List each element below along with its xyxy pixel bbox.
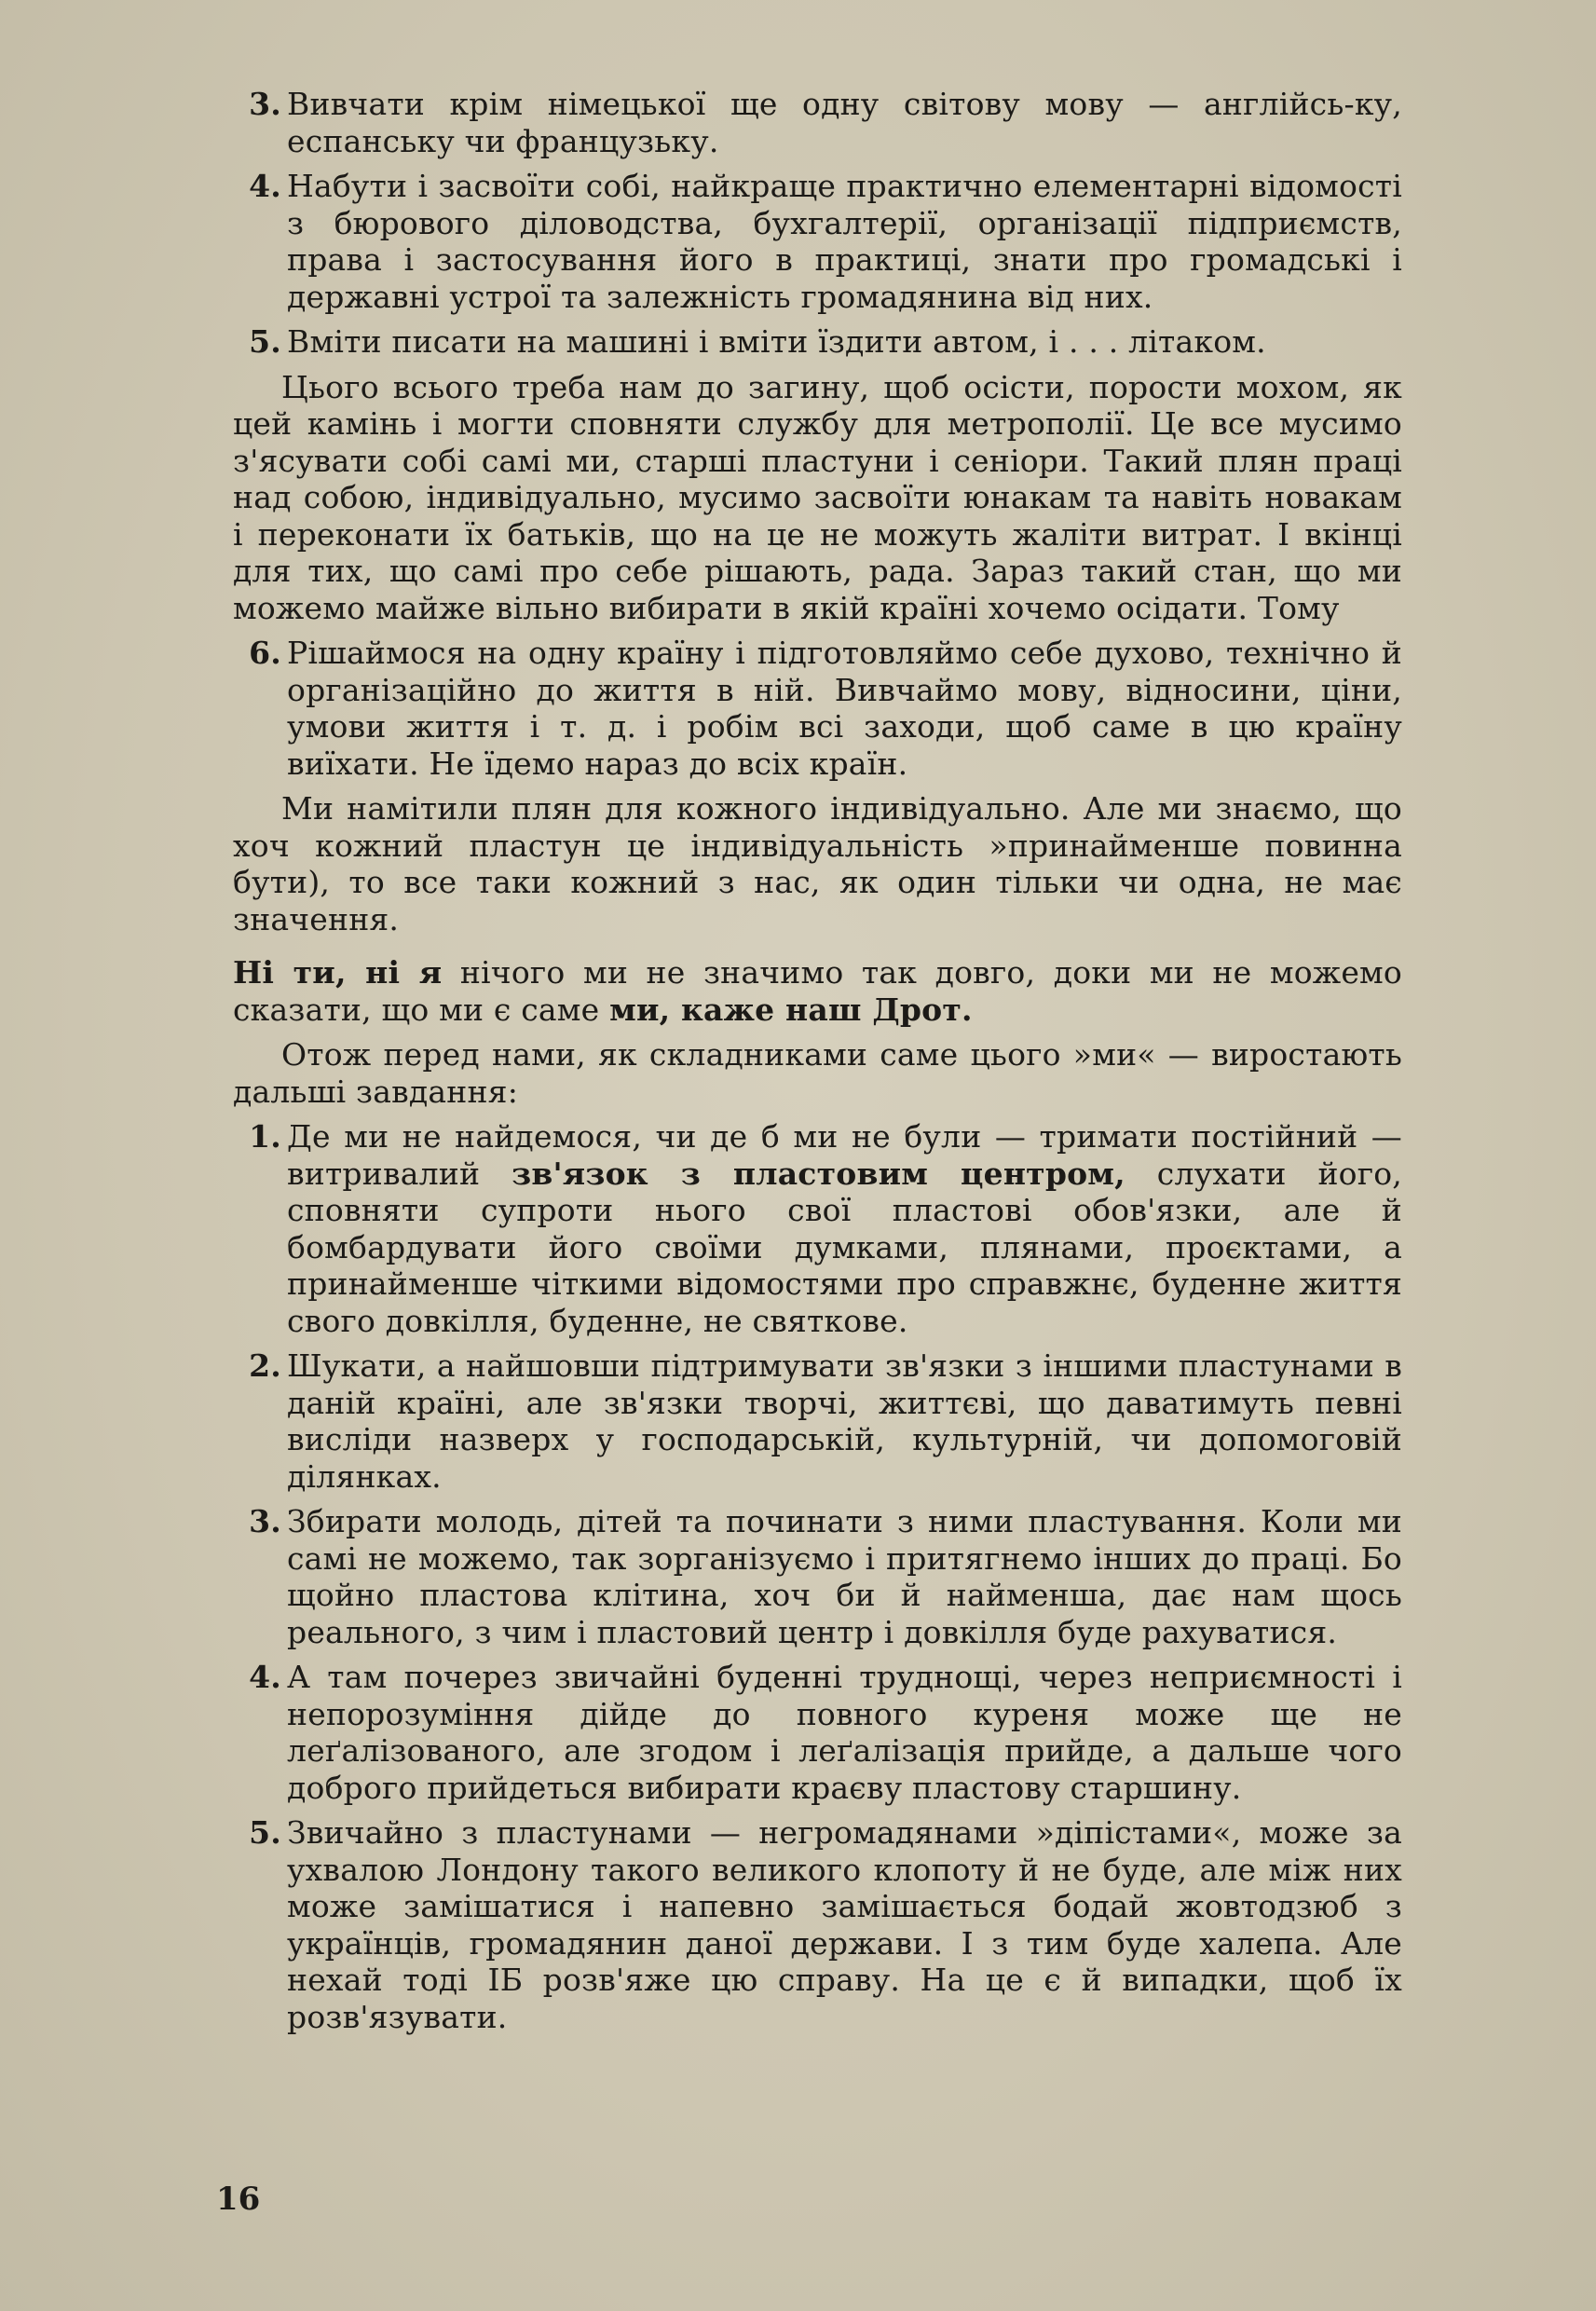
list-number: 1.: [249, 1118, 281, 1155]
body-text: Збирати молодь, дітей та починати з ними пластування. Коли ми самі не можемо, так зорганізуємо і притягнемо інших до праці. Бо щойно пластова клітина, хоч би й найменша, дає нам щось реального, з чим і пластовий центр і довкілля буде рахуватися.: [287, 1503, 1402, 1650]
list-number: 4.: [249, 168, 281, 204]
list-text: Рішаймося на одну країну і підготовляймо себе духово, технічно й організаційно до життя в ній. Вивчаймо мову, відносини, ціни, умови життя і т. д. і робім всі заходи, щоб саме в цю країну виїхати. Не їдемо нараз до всіх країн.: [287, 635, 1402, 782]
page-number: 16: [216, 2181, 261, 2218]
skills-list: [233, 86, 1402, 361]
list-item: [233, 1659, 1402, 1806]
list-text: [287, 1659, 1402, 1806]
body-text: слухати його, сповняти супроти нього свої пластові обов'язки, але й бомбардувати його своїми думками, плянами, проєктами, а принайменше чіткими відомостями про справжнє, буденне життя свого довкілля, буденне, не святкове.: [287, 1155, 1402, 1339]
list-text: [287, 1503, 1402, 1650]
list-number: 5.: [249, 323, 281, 360]
list-text: Вміти писати на машині і вміти їздити автом, і . . . літаком.: [287, 323, 1266, 360]
list-item: [233, 86, 1402, 159]
list-number: 3.: [249, 1503, 281, 1539]
list-item: [233, 323, 1402, 361]
list-text: Вивчати крім німецької ще одну світову мову — англійсь-ку, еспанську чи французьку.: [287, 86, 1402, 159]
list-number: 3.: [249, 86, 281, 122]
list-item: [233, 1814, 1402, 2035]
list-text: [287, 1814, 1402, 2035]
list-item-6: [233, 635, 1402, 782]
list-text: [287, 1118, 1402, 1339]
list-number: 5.: [249, 1814, 281, 1851]
paragraph-4: Отож перед нами, як складниками саме цього »ми« — виростають дальші завдання:: [233, 1036, 1402, 1110]
body-text: Шукати, а найшовши підтримувати зв'язки з іншими пластунами в даній країні, але зв'язки творчі, життєві, що даватимуть певні висліди назверх у господарській, культурній, чи допомоговій ділянках.: [287, 1347, 1402, 1495]
page-body: [233, 86, 1402, 2044]
emphasis-text: зв'язок з пластовим центром,: [512, 1155, 1125, 1192]
list-number: 6.: [249, 635, 281, 671]
list-item: [233, 168, 1402, 315]
list-number: 2.: [249, 1347, 281, 1384]
paragraph-1: Цього всього треба нам до загину, щоб осісти, порости мохом, як цей камінь і могти сповняти службу для метрополії. Це все мусимо з'ясувати собі самі ми, старші пластуни і сеніори. Такий плян праці над собою, індивідуально, мусимо засвоїти юнакам та навіть новакам і переконати їх батьків, що на це не можуть жаліти витрат. І вкінці для тих, що самі про себе рішають, рада. Зараз такий стан, що ми можемо майже вільно вибирати в якій країні хочемо осідати. Тому: [233, 368, 1402, 626]
body-text: нічого ми не значимо так довго, доки ми не можемо сказати, що ми є саме: [233, 954, 1402, 1028]
tasks-list: [233, 1118, 1402, 2035]
paragraph-2: Ми намітили плян для кожного індивідуально. Але ми знаємо, що хоч кожний пластун це індивідуальність »принайменше повинна бути), то все таки кожний з нас, як один тільки чи одна, не має значення.: [233, 790, 1402, 937]
emphasis-text: Ні ти, ні я: [233, 954, 443, 991]
list-item: [233, 1503, 1402, 1650]
list-text: Набути і засвоїти собі, найкраще практично елементарні відомості з бюрового діловодства, бухгалтерії, організації підприємств, права і застосування його в практиці, знати про громадські і державні устрої та залежність громадянина від них.: [287, 168, 1402, 315]
list-number: 4.: [249, 1659, 281, 1695]
list-text: [287, 1347, 1402, 1495]
list-item: [233, 1347, 1402, 1495]
emphasis-text: ми, каже наш Дрот.: [609, 991, 973, 1028]
body-text: Де ми не найдемося, чи де б ми не були — тримати постійний — витривалий: [287, 1118, 1402, 1192]
list-item: [233, 1118, 1402, 1339]
body-text: А там почерез звичайні буденні труднощі, через неприємності і непорозуміння дійде до повного куреня може ще не леґалізованого, але згодом і леґалізація прийде, а дальше чого доброго прийдеться вибирати краєву пластову старшину.: [287, 1659, 1402, 1806]
body-text: Звичайно з пластунами — негромадянами »діпістами«, може за ухвалою Лондону такого великого клопоту й не буде, але між них може замішатися і напевно замішається бодай жовтодзюб з українців, громадянин даної держави. І з тим буде халепа. Але нехай тоді ІБ розв'яже цю справу. На це є й випадки, щоб їх розв'язувати.: [287, 1814, 1402, 2035]
paragraph-3: [233, 954, 1402, 1028]
